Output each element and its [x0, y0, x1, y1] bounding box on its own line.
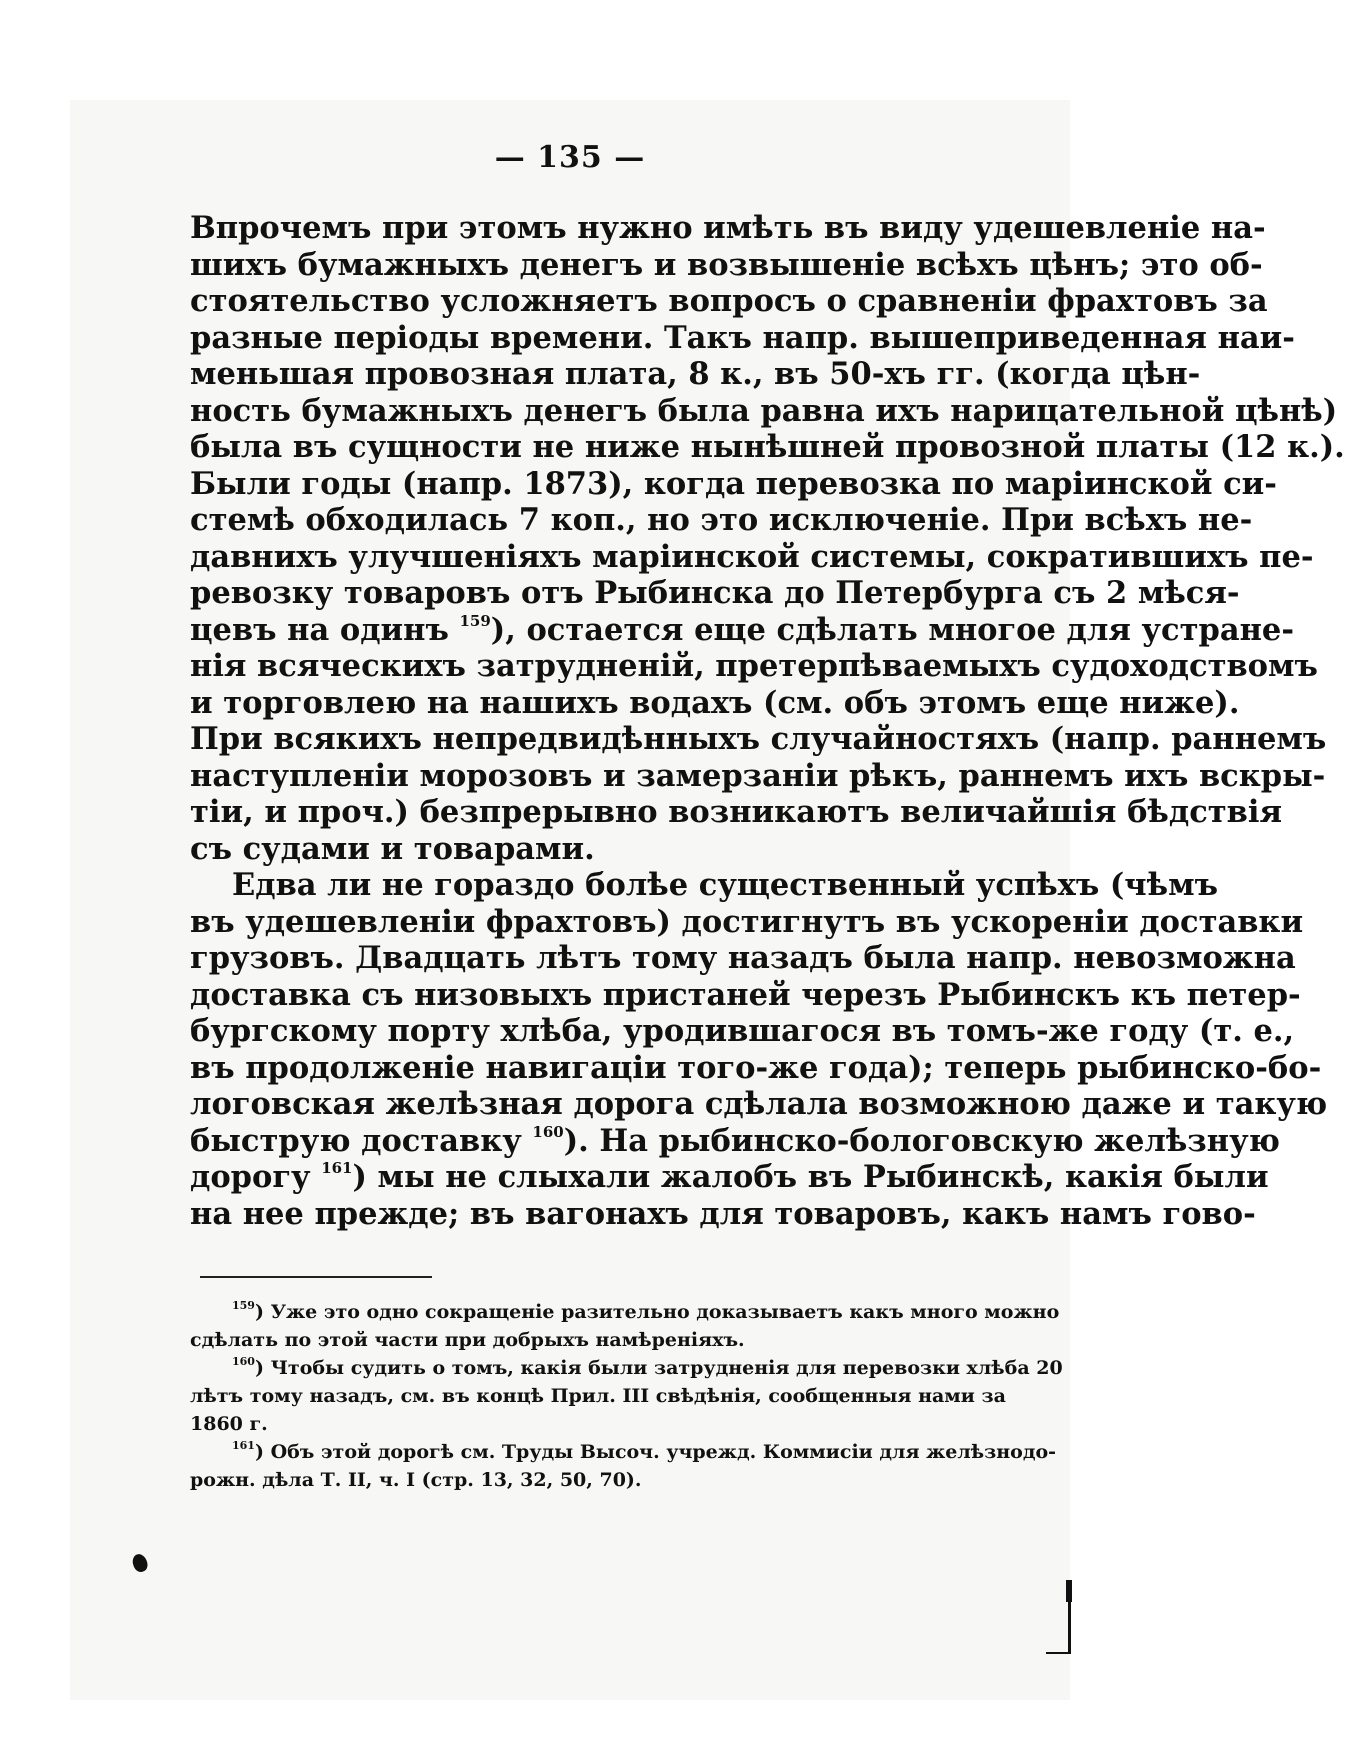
text-line: грузовъ. Двадцать лѣтъ тому назадъ была напр. невозможна — [190, 940, 1296, 976]
footnote-161 — [190, 1438, 1057, 1494]
text-line: давнихъ улучшеніяхъ маріинской системы, сократившихъ пе- — [190, 538, 1314, 575]
text-line: съ судами и товарами. — [190, 830, 595, 867]
footnote-160 — [190, 1354, 1063, 1438]
text-line: быструю доставку $^{160}$). На рыбинско-бологовскую желѣзную — [190, 1122, 1280, 1159]
footnote-line: $^{161}$) Объ этой дорогѣ см. Труды Высоч. учрежд. Коммисіи для желѣзнодо- — [232, 1439, 1057, 1463]
footnote-line: $^{159}$) Уже это одно сокращеніе разительно доказываетъ какъ много можно — [232, 1299, 1060, 1323]
text-line: дорогу $^{161}$) мы не слыхали жалобъ въ Рыбинскѣ, какія были — [190, 1159, 1269, 1195]
text-line: и торговлею на нашихъ водахъ (см. объ этомъ еще ниже). — [190, 684, 1240, 721]
main-text — [190, 210, 1345, 1232]
text-line: При всякихъ непредвидѣнныхъ случайностяхъ (напр. раннемъ — [190, 721, 1327, 757]
text-line: доставка съ низовыхъ пристаней черезъ Рыбинскъ къ петер- — [190, 976, 1301, 1013]
text-line: ревозку товаровъ отъ Рыбинска до Петербурга съ 2 мѣся- — [190, 575, 1240, 611]
text-line: въ продолженіе навигаціи того-же года); теперь рыбинско-бо- — [190, 1049, 1322, 1086]
footnote-line: 1860 г. — [190, 1413, 268, 1435]
paragraph-2 — [190, 867, 1328, 1232]
page-number: — 135 — — [494, 140, 646, 175]
scan-corner-mark — [1046, 1580, 1071, 1654]
footnote-line: рожн. дѣла Т. II, ч. I (стр. 13, 32, 50, 70). — [190, 1469, 642, 1491]
text-line: шихъ бумажныхъ денегъ и возвышеніе всѣхъ цѣнъ; это об- — [190, 246, 1263, 283]
text-line: меньшая провозная плата, 8 к., въ 50-хъ гг. (когда цѣн- — [190, 356, 1201, 392]
text-line: была въ сущности не ниже нынѣшней провозной платы (12 к.). — [190, 429, 1345, 465]
text-line: стемѣ обходилась 7 коп., но это исключеніе. При всѣхъ не- — [190, 502, 1253, 538]
text-line: ность бумажныхъ денегъ была равна ихъ нарицательной цѣнѣ) — [190, 392, 1338, 429]
footnote-divider — [200, 1276, 432, 1278]
paragraph-1 — [190, 210, 1345, 867]
footnote-line: $^{160}$) Чтобы судить о томъ, какія были затрудненія для перевозки хлѣба 20 — [232, 1355, 1063, 1379]
text-line: Едва ли не гораздо болѣе существенный успѣхъ (чѣмъ — [232, 867, 1218, 903]
text-line: бургскому порту хлѣба, уродившагося въ томъ-же году (т. е., — [190, 1013, 1295, 1049]
text-line: тіи, и проч.) безпрерывно возникаютъ величайшія бѣдствія — [190, 794, 1282, 830]
footnote-line: лѣтъ тому назадъ, см. въ концѣ Прил. III свѣдѣнія, сообщенныя нами за — [190, 1385, 1006, 1407]
text-line: наступленіи морозовъ и замерзаніи рѣкъ, раннемъ ихъ вскры- — [190, 757, 1326, 794]
footnote-line: сдѣлать по этой части при добрыхъ намѣреніяхъ. — [190, 1329, 745, 1351]
text-line: Были годы (напр. 1873), когда перевозка по маріинской си- — [190, 465, 1277, 502]
text-line: логовская желѣзная дорога сдѣлала возможною даже и такую — [190, 1086, 1328, 1122]
text-line: нія всяческихъ затрудненій, претерпѣваемыхъ судоходствомъ — [190, 648, 1318, 684]
text-line: Впрочемъ при этомъ нужно имѣть въ виду удешевленіе на- — [190, 210, 1266, 246]
text-line: стоятельство усложняетъ вопросъ о сравненіи фрахтовъ за — [190, 283, 1268, 319]
footnotes — [190, 1298, 1063, 1494]
text-line: цевъ на одинъ $^{159}$), остается еще сдѣлать многое для устране- — [190, 611, 1294, 648]
footnote-159 — [190, 1298, 1060, 1354]
text-line: на нее прежде; въ вагонахъ для товаровъ, какъ намъ гово- — [190, 1195, 1256, 1232]
text-line: разные періоды времени. Такъ напр. вышеприведенная наи- — [190, 319, 1295, 356]
text-line: въ удешевленіи фрахтовъ) достигнутъ въ ускореніи доставки — [190, 903, 1304, 940]
